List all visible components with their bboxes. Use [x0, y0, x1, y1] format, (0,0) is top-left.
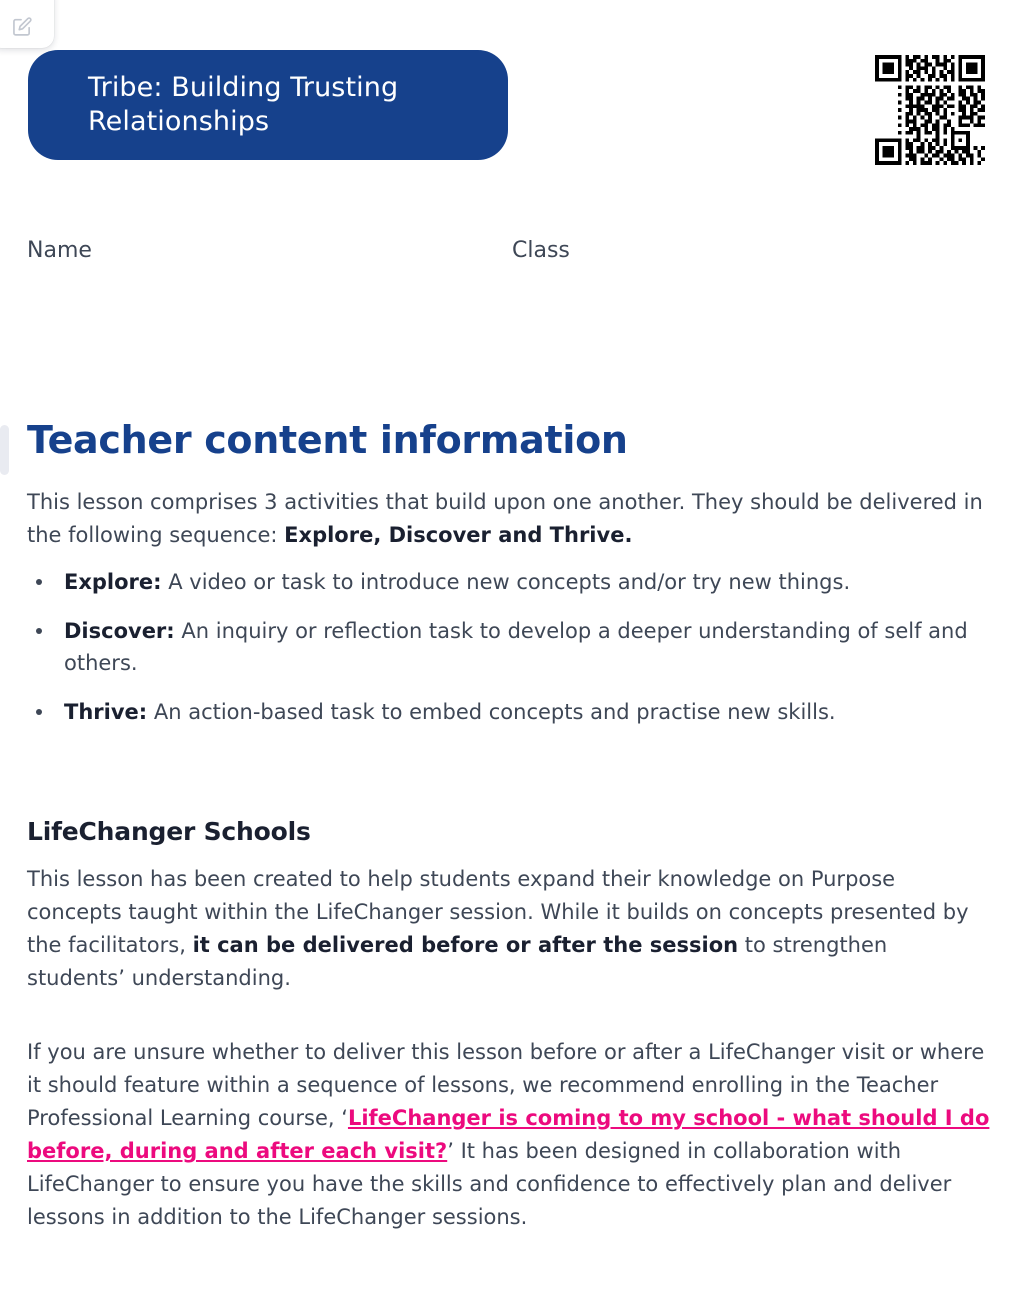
intro-text: This lesson comprises 3 activities that build upon one another. They should be delivered in the following sequence: [27, 489, 983, 547]
intro-paragraph [0, 486, 1014, 552]
edit-square-icon [11, 16, 33, 38]
name-label: Name [27, 238, 92, 263]
qr-code-image [875, 55, 985, 165]
bullet-text: An action-based task to embed concepts and practise new skills. [147, 700, 836, 725]
list-item [64, 615, 990, 681]
class-label: Class [512, 238, 570, 263]
paragraph1-text-start: This lesson has been created to help students expand their knowledge on Purpose concepts taught within the LifeChanger session. While it builds on concepts presented by the facilitators, [27, 866, 969, 958]
section-heading [0, 418, 1014, 464]
bullet-lead: Thrive: [64, 700, 148, 725]
list-item [64, 566, 990, 599]
bullet-text: An inquiry or reflection task to develop a deeper understanding of self and others. [64, 618, 968, 676]
list-item [64, 696, 990, 729]
lifechanger-paragraph-1 [0, 863, 1014, 996]
qr-code[interactable] [875, 55, 985, 165]
paragraph1-bold: it can be delivered before or after the session [192, 933, 739, 958]
lesson-title-badge [28, 50, 508, 160]
paragraph1-text-end: to strengthen students’ understanding. [27, 933, 888, 991]
subsection-title: LifeChanger Schools [27, 816, 311, 846]
lifechanger-paragraph-2 [0, 1036, 1014, 1235]
section-spacer [0, 745, 1014, 817]
paragraph2-text-end: ’ It has been designed in collaboration with LifeChanger to ensure you have the skills and confidence to effectively plan and deliver lessons in addition to the LifeChanger sessions. [27, 1139, 952, 1230]
heading-accent-bar [0, 425, 9, 475]
paragraph-spacer [0, 1010, 1014, 1036]
edit-button[interactable] [0, 0, 54, 48]
paragraph2-text-start: If you are unsure whether to deliver this lesson before or after a LifeChanger visit or where it should feature within a sequence of lessons, we recommend enrolling in the Teacher Professional Learning course, ‘ [27, 1039, 985, 1130]
intro-bold: Explore, Discover and Thrive. [284, 522, 633, 547]
teacher-course-link[interactable]: LifeChanger is coming to my school - what should I do before, during and after each visit? [27, 1105, 990, 1164]
bullet-lead: Discover: [64, 618, 175, 643]
teacher-content-section [0, 418, 1014, 1249]
bullet-text: A video or task to introduce new concepts and/or try new things. [161, 569, 851, 594]
section-title: Teacher content information [27, 418, 628, 462]
page-title: Tribe: Building Trusting Relationships [88, 71, 399, 137]
bullet-lead: Explore: [64, 569, 162, 594]
activity-list [0, 566, 1014, 729]
student-fields [0, 238, 1014, 278]
